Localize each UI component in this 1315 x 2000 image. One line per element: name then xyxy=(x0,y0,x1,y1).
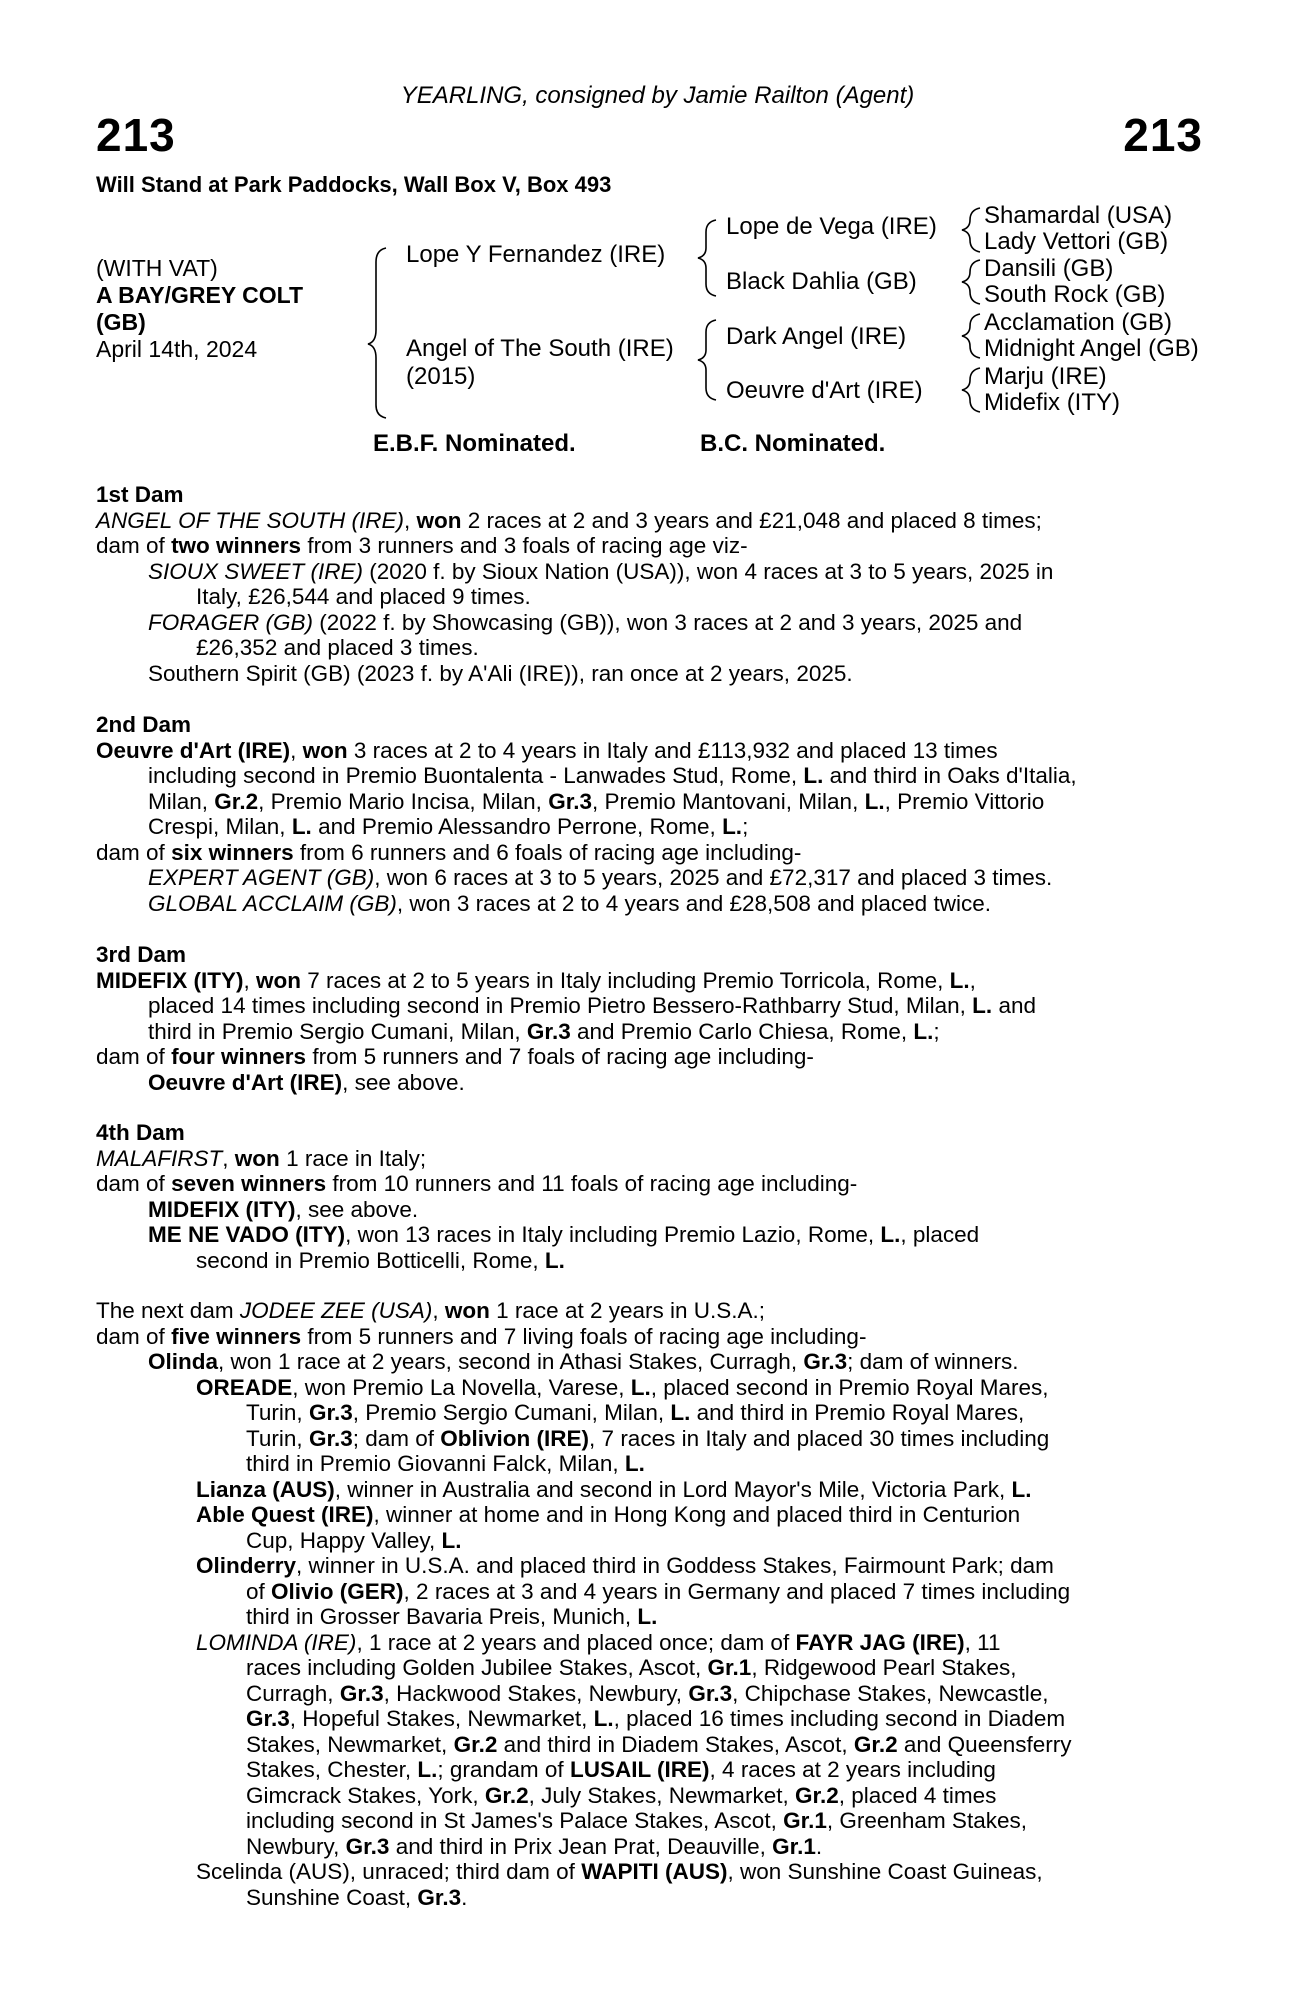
produce-item-continued xyxy=(96,1655,1202,1681)
text-run: (2020 f. by Sioux Nation (USA)), won 4 races at 3 to 5 years, 2025 in xyxy=(369,558,1054,584)
text-run: , 7 races in Italy and placed 30 times including xyxy=(589,1425,1050,1451)
horse-name: Oeuvre d'Art (IRE) xyxy=(148,1069,343,1095)
text-run: , won Premio La Novella, Varese, xyxy=(292,1374,625,1400)
grade-label: L. xyxy=(913,1018,934,1044)
text-run: ; grandam of xyxy=(437,1757,564,1782)
grade-label: Gr.3 xyxy=(417,1884,462,1910)
lot-number-right: 213 xyxy=(1123,109,1203,161)
won-label: won xyxy=(416,507,462,533)
section-heading: 2nd Dam xyxy=(96,712,192,737)
produce-item xyxy=(96,661,1202,687)
dam-record: MALAFIRST, won 1 race in Italy; xyxy=(96,1145,427,1171)
text-run: , placed xyxy=(900,1222,980,1247)
text-run: from 5 runners and 7 living foals of racing age including- xyxy=(307,1323,867,1349)
text-run: dam of xyxy=(96,1323,165,1349)
text-run: 3 races at 2 to 4 years in Italy and £113,932 and placed 13 times xyxy=(353,737,998,763)
text-run: and third in Prix Jean Prat, Deauville, xyxy=(395,1833,766,1859)
text-run: from 6 runners and 6 foals of racing age including- xyxy=(299,839,802,865)
produce-summary xyxy=(96,1171,1202,1197)
produce-item-continued xyxy=(96,1426,1202,1452)
record-text: 2 races at 2 and 3 years and £21,048 and placed 8 times; xyxy=(467,507,1042,533)
section-heading: 3rd Dam xyxy=(96,942,187,967)
horse-name: MALAFIRST xyxy=(96,1145,223,1171)
produce-summary xyxy=(96,840,1202,866)
winners-count: seven winners xyxy=(171,1171,327,1196)
sire-sire: Lope de Vega (IRE) xyxy=(726,213,937,240)
grade-label: Gr.3 xyxy=(688,1680,733,1706)
grade-label: Gr.2 xyxy=(484,1782,529,1808)
dam-name: Angel of The South (IRE) xyxy=(406,335,674,362)
text-run: ; dam of winners. xyxy=(847,1349,1019,1374)
grade-label: L. xyxy=(630,1374,651,1400)
produce-item xyxy=(96,1197,1202,1223)
text-run: ; xyxy=(742,814,749,839)
produce-item xyxy=(96,1349,1202,1375)
grade-label: Gr.3 xyxy=(345,1833,390,1859)
won-label: won xyxy=(234,1145,280,1171)
dam-record-continued xyxy=(96,763,1202,789)
produce-item-continued xyxy=(96,1885,1202,1911)
produce-item xyxy=(96,1553,1202,1579)
produce-item-continued xyxy=(96,1528,1202,1554)
grade-label: L. xyxy=(637,1604,658,1629)
text-run: , 1 race at 2 years and placed once; dam of xyxy=(356,1629,790,1655)
horse-name: FAYR JAG (IRE) xyxy=(795,1629,965,1655)
text-run: . xyxy=(461,1884,468,1910)
ebf-nomination: E.B.F. Nominated. xyxy=(373,430,576,457)
text-run: , won 3 races at 2 to 4 years and £28,508 and placed twice. xyxy=(396,890,991,916)
text-run: third in Grosser Bavaria Preis, Munich, xyxy=(246,1604,632,1629)
grade-label: L. xyxy=(441,1527,462,1553)
text-run: , won 13 races in Italy including Premio Lazio, Rome, xyxy=(345,1222,875,1247)
grade-label: L. xyxy=(670,1400,691,1425)
text-run: , 4 races at 2 years including xyxy=(709,1757,996,1782)
text-run: , Hackwood Stakes, Newbury, xyxy=(383,1680,683,1706)
text-run: , Hopeful Stakes, Newmarket, xyxy=(289,1706,588,1731)
produce-item-continued xyxy=(96,1808,1202,1834)
text-run: and third in Oaks d'Italia, xyxy=(829,763,1077,788)
consignment-line: YEARLING, consigned by Jamie Railton (Agent) xyxy=(400,82,915,109)
text-run: of xyxy=(246,1578,265,1604)
produce-item-continued xyxy=(96,1757,1202,1783)
text-run: , Premio Mario Incisa, Milan, xyxy=(258,788,542,814)
sire-dam-dam: South Rock (GB) xyxy=(984,281,1166,308)
text-run: dam of xyxy=(96,839,165,865)
text-run: , July Stakes, Newmarket, xyxy=(528,1782,789,1808)
sire-sire-sire: Shamardal (USA) xyxy=(984,202,1173,229)
winners-count: four winners xyxy=(171,1044,307,1069)
text-run: , 2 races at 3 and 4 years in Germany and placed 7 times including xyxy=(403,1578,1071,1604)
produce-item-continued xyxy=(96,1451,1202,1477)
horse-name: Able Quest (IRE) xyxy=(196,1502,374,1527)
section-heading: 1st Dam xyxy=(96,482,184,507)
text-run: , won 1 race at 2 years, second in Athasi Stakes, Curragh, xyxy=(218,1349,798,1374)
text-run: from 3 runners and 3 foals of racing age viz- xyxy=(307,533,748,558)
text-run: , placed 16 times including second in Diadem xyxy=(613,1706,1066,1731)
produce-item xyxy=(96,891,1202,917)
horse-name: Oeuvre d'Art (IRE) xyxy=(96,737,291,763)
grade-label: Gr.2 xyxy=(214,788,259,814)
grade-label: Gr.3 xyxy=(339,1680,384,1706)
text-run: third in Premio Giovanni Falck, Milan, xyxy=(246,1451,619,1476)
lot-number-left: 213 xyxy=(96,109,176,161)
grade-label: Gr.3 xyxy=(308,1425,353,1451)
grade-label: Gr.3 xyxy=(526,1018,571,1044)
text-run: , winner in U.S.A. and placed third in Goddess Stakes, Fairmount Park; dam xyxy=(296,1553,1054,1578)
bc-nomination: B.C. Nominated. xyxy=(700,430,886,457)
text-run: including second in St James's Palace Stakes, Ascot, xyxy=(246,1808,777,1833)
dam-record-continued xyxy=(96,993,1202,1019)
grade-label: Gr.2 xyxy=(853,1731,898,1757)
text-run: Curragh, xyxy=(246,1680,334,1706)
text-run: Cup, Happy Valley, xyxy=(246,1527,436,1553)
text-run: Scelinda (AUS), unraced; third dam of xyxy=(196,1859,575,1884)
produce-item xyxy=(96,1375,1202,1401)
produce-item xyxy=(96,1477,1202,1503)
text-run: Sunshine Coast, xyxy=(246,1884,412,1910)
text-run: 1 race in Italy; xyxy=(286,1145,427,1171)
text-run: dam of xyxy=(96,533,165,558)
sire-dam: Black Dahlia (GB) xyxy=(726,268,917,295)
produce-item-continued xyxy=(96,1834,1202,1860)
produce-summary xyxy=(96,1044,1202,1070)
foaling-date: April 14th, 2024 xyxy=(96,336,258,362)
dam-record: MIDEFIX (ITY), won 7 races at 2 to 5 years in Italy including Premio Torricola, Rome, L., xyxy=(96,967,976,993)
text-run: The next dam xyxy=(96,1298,234,1323)
text-run: Stakes, Chester, xyxy=(246,1757,412,1782)
grade-label: L. xyxy=(624,1451,645,1476)
text-run: Newbury, xyxy=(246,1833,340,1859)
text-run: and Premio Carlo Chiesa, Rome, xyxy=(576,1018,908,1044)
text-run: , placed 4 times xyxy=(838,1782,997,1808)
horse-name: WAPITI (AUS) xyxy=(581,1859,728,1884)
produce-item-continued xyxy=(96,635,1202,661)
grade-label: Gr.2 xyxy=(453,1731,498,1757)
horse-name: Lianza (AUS) xyxy=(196,1476,335,1502)
text-run: , see above. xyxy=(342,1069,465,1095)
third-dam-section xyxy=(96,942,1202,1095)
produce-item-continued xyxy=(96,1732,1202,1758)
text-run: races including Golden Jubilee Stakes, Ascot, xyxy=(246,1655,702,1680)
text-run: Milan, xyxy=(148,788,209,814)
grade-label: Gr.1 xyxy=(772,1833,816,1859)
dam-dam-sire: Marju (IRE) xyxy=(984,363,1107,390)
produce-summary xyxy=(96,533,1202,559)
text-run: , see above. xyxy=(295,1196,419,1222)
text-run: and xyxy=(998,993,1036,1018)
text-run: , placed second in Premio Royal Mares, xyxy=(650,1374,1049,1400)
text-run: from 10 runners and 11 foals of racing age including- xyxy=(332,1171,858,1196)
horse-name: Olinderry xyxy=(196,1553,297,1578)
second-dam-section xyxy=(96,712,1202,916)
sire-dam-sire: Dansili (GB) xyxy=(984,255,1114,282)
grade-label: L. xyxy=(864,788,885,814)
text-run: , won Sunshine Coast Guineas, xyxy=(727,1859,1043,1884)
text-run: , Ridgewood Pearl Stakes, xyxy=(751,1655,1017,1680)
grade-label: L. xyxy=(722,814,743,839)
vat-note: (WITH VAT) xyxy=(96,255,218,281)
horse-name: JODEE ZEE (USA) xyxy=(239,1298,433,1323)
produce-item-continued xyxy=(96,584,1202,610)
grade-label: L. xyxy=(949,967,970,993)
text-run: and Premio Alessandro Perrone, Rome, xyxy=(318,814,716,839)
text-run: , winner at home and in Hong Kong and placed third in Centurion xyxy=(373,1502,1021,1527)
text-run: Stakes, Newmarket, xyxy=(246,1731,448,1757)
text-run: including second in Premio Buontalenta - Lanwades Stud, Rome, xyxy=(148,763,798,788)
produce-item xyxy=(96,1222,1202,1248)
text-run: 7 races at 2 to 5 years in Italy including Premio Torricola, Rome, xyxy=(307,967,944,993)
section-heading: 4th Dam xyxy=(96,1120,185,1145)
stand-location: Will Stand at Park Paddocks, Wall Box V, Box 493 xyxy=(96,172,612,197)
text-run: . xyxy=(815,1833,823,1859)
dam-record: ANGEL OF THE SOUTH (IRE), won 2 races at 2 and 3 years and £21,048 and placed 8 times; xyxy=(96,507,1042,533)
next-dam-section xyxy=(96,1298,1202,1910)
text-run: third in Premio Sergio Cumani, Milan, xyxy=(148,1018,521,1044)
won-label: won xyxy=(256,967,302,993)
grade-label: L. xyxy=(880,1222,901,1247)
dam-sire-dam: Midnight Angel (GB) xyxy=(984,335,1199,362)
horse-name: LUSAIL (IRE) xyxy=(569,1757,710,1782)
produce-item xyxy=(96,1070,1202,1096)
text-run: 1 race at 2 years in U.S.A.; xyxy=(496,1298,766,1323)
dam-record: Oeuvre d'Art (IRE), won 3 races at 2 to 4 years in Italy and £113,932 and placed 13 times xyxy=(96,737,998,763)
text-run: dam of xyxy=(96,1171,165,1196)
dam-dam-dam: Midefix (ITY) xyxy=(984,389,1121,416)
grade-label: L. xyxy=(593,1706,614,1731)
winners-count: six winners xyxy=(171,839,294,865)
text-run: , Chipchase Stakes, Newcastle, xyxy=(732,1680,1049,1706)
text-run: Southern Spirit (GB) (2023 f. by A'Ali (IRE)), ran once at 2 years, 2025. xyxy=(148,660,853,686)
produce-item-continued xyxy=(96,1681,1202,1707)
horse-name: EXPERT AGENT (GB) xyxy=(148,865,375,890)
horse-name: MIDEFIX (ITY) xyxy=(148,1196,296,1222)
horse-country: (GB) xyxy=(96,309,146,335)
text-run: , Greenham Stakes, xyxy=(826,1808,1027,1833)
horse-name: Olivio (GER) xyxy=(271,1578,404,1604)
text-run: £26,352 and placed 3 times. xyxy=(196,635,479,660)
grade-label: L. xyxy=(291,814,312,839)
horse-name: ANGEL OF THE SOUTH (IRE) xyxy=(96,507,404,533)
text-run: (2022 f. by Showcasing (GB)), won 3 races at 2 and 3 years, 2025 and xyxy=(319,609,1023,635)
grade-label: L. xyxy=(1011,1476,1032,1502)
grade-label: Gr.3 xyxy=(246,1706,290,1731)
text-run: ; dam of xyxy=(352,1425,435,1451)
horse-name: FORAGER (GB) xyxy=(148,609,314,635)
grade-label: Gr.3 xyxy=(308,1400,353,1425)
grade-label: Gr.1 xyxy=(783,1808,827,1833)
grade-label: Gr.3 xyxy=(548,788,592,814)
produce-item xyxy=(96,1502,1202,1528)
horse-name: OREADE xyxy=(196,1374,293,1400)
winners-count: five winners xyxy=(171,1323,302,1349)
grade-label: L. xyxy=(544,1247,565,1273)
sire-name: Lope Y Fernandez (IRE) xyxy=(406,241,666,268)
produce-item-continued xyxy=(96,1248,1202,1274)
text-run: , winner in Australia and second in Lord Mayor's Mile, Victoria Park, xyxy=(334,1476,1006,1502)
horse-name: LOMINDA (IRE) xyxy=(196,1629,357,1655)
dam-record-continued: third in Premio Sergio Cumani, Milan, Gr.3 and Premio Carlo Chiesa, Rome, L.; xyxy=(148,1018,940,1044)
horse-name: MIDEFIX (ITY) xyxy=(96,967,244,993)
dam-foaled-year: (2015) xyxy=(406,363,476,390)
grade-label: L. xyxy=(417,1757,438,1782)
produce-item-continued xyxy=(96,1706,1202,1732)
produce-item xyxy=(96,559,1202,585)
produce-summary xyxy=(96,1324,1202,1350)
grade-label: L. xyxy=(972,993,993,1018)
horse-name: SIOUX SWEET (IRE) xyxy=(148,558,364,584)
produce-item-continued xyxy=(96,1400,1202,1426)
text-run: , won 6 races at 3 to 5 years, 2025 and £72,317 and placed 3 times. xyxy=(374,865,1053,890)
produce-item xyxy=(96,865,1202,891)
horse-name: Olinda xyxy=(148,1349,219,1374)
dam-record-continued xyxy=(96,814,1202,840)
produce-item-continued xyxy=(96,1579,1202,1605)
text-run: , Premio Mantovani, Milan, xyxy=(591,788,859,814)
produce-item-continued xyxy=(96,1604,1202,1630)
grade-label: Gr.1 xyxy=(707,1655,752,1680)
produce-item xyxy=(96,610,1202,636)
winners-count: two winners xyxy=(171,533,302,558)
produce-item-continued xyxy=(96,1783,1202,1809)
horse-name: GLOBAL ACCLAIM (GB) xyxy=(148,890,397,916)
text-run: second in Premio Botticelli, Rome, xyxy=(196,1247,539,1273)
text-run: Turin, xyxy=(246,1400,303,1425)
dam-dam: Oeuvre d'Art (IRE) xyxy=(726,377,923,404)
fourth-dam-section xyxy=(96,1120,1202,1273)
text-run: , 11 xyxy=(964,1629,1001,1655)
text-run: from 5 runners and 7 foals of racing age including- xyxy=(312,1044,814,1069)
text-run: placed 14 times including second in Premio Pietro Bessero-Rathbarry Stud, Milan, xyxy=(148,993,966,1018)
text-run: , Premio Vittorio xyxy=(884,788,1045,814)
text-run: and third in Diadem Stakes, Ascot, xyxy=(503,1731,848,1757)
dam-record: The next dam JODEE ZEE (USA), won 1 race at 2 years in U.S.A.; xyxy=(96,1298,766,1323)
won-label: won xyxy=(444,1298,490,1323)
text-run: and Queensferry xyxy=(903,1731,1072,1757)
text-run: Gimcrack Stakes, York, xyxy=(246,1782,479,1808)
grade-label: L. xyxy=(803,763,824,788)
horse-name: ME NE VADO (ITY) xyxy=(148,1222,346,1247)
text-run: dam of xyxy=(96,1044,165,1069)
first-dam-section xyxy=(96,482,1202,686)
dam-sire-sire: Acclamation (GB) xyxy=(984,309,1173,336)
produce-item xyxy=(96,1859,1202,1885)
dam-record-continued xyxy=(96,789,1202,815)
text-run: Crespi, Milan, xyxy=(148,814,286,839)
text-run: Turin, xyxy=(246,1425,303,1451)
horse-name: Oblivion (IRE) xyxy=(440,1425,590,1451)
text-run: and third in Premio Royal Mares, xyxy=(696,1400,1025,1425)
text-run: , Premio Sergio Cumani, Milan, xyxy=(352,1400,665,1425)
grade-label: Gr.3 xyxy=(803,1349,848,1374)
produce-item xyxy=(96,1630,1202,1656)
text-run: Italy, £26,544 and placed 9 times. xyxy=(196,584,531,609)
horse-sex-colour: A BAY/GREY COLT xyxy=(96,282,304,308)
grade-label: Gr.2 xyxy=(795,1782,839,1808)
sire-sire-dam: Lady Vettori (GB) xyxy=(984,228,1169,255)
dam-sire: Dark Angel (IRE) xyxy=(726,323,907,350)
won-label: won xyxy=(302,737,348,763)
